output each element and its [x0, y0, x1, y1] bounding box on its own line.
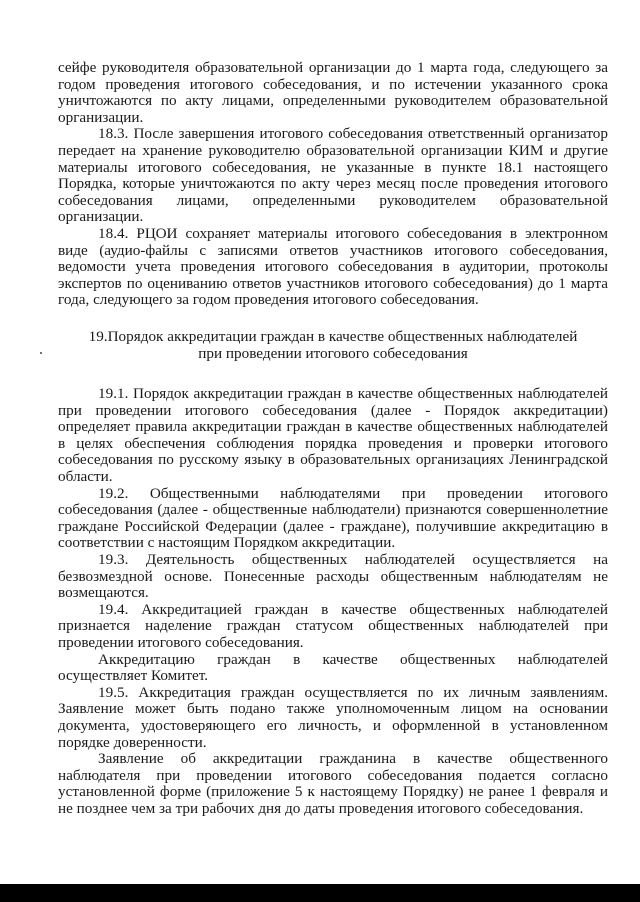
document-page — [58, 60, 608, 818]
paragraph-18-3: 18.3. После завершения итогового собеседования ответственный организатор передает на хранение руководителю образовательной организации КИМ и другие материалы итогового собеседования, не указанные в пункте 18.1 настоящего Порядка, которые уничтожаются по акту через месяц после проведения итогового собеседования лицами, определенными руководителем образовательной организации. — [58, 125, 608, 226]
paragraph-19-4-committee: Аккредитацию граждан в качестве общественных наблюдателей осуществляет Комитет. — [58, 650, 608, 685]
scan-speck — [40, 352, 42, 354]
top-text-block — [58, 60, 608, 309]
paragraph-19-5: 19.5. Аккредитация граждан осуществляется по их личным заявлениям. Заявление может быть подано также уполномоченным лицом на основании документа, удостоверяющего его личность, и оформленной в установленном порядке доверенности. — [58, 683, 608, 751]
paragraph-19-5-application: Заявление об аккредитации гражданина в качестве общественного наблюдателя при проведении итогового собеседования подается согласно установленной форме (приложение 5 к настоящему Порядку) не ранее 1 февраля и не позднее чем за три рабочих дня до даты проведения итогового собеседования. — [58, 750, 608, 817]
paragraph-19-3: 19.3. Деятельность общественных наблюдателей осуществляется на безвозмездной основе. Понесенные расходы общественным наблюдателям не возмещаются. — [58, 551, 608, 602]
paragraph-18-4: 18.4. РЦОИ сохраняет материалы итогового собеседования в электронном виде (аудио-файлы с записями ответов участников итогового собеседования, ведомости учета проведения итогового собеседования в аудитории, протоколы экспертов по оцениванию ответов участников итогового собеседования) до 1 марта года, следующего за годом проведения итогового собеседования. — [58, 224, 608, 309]
paragraph-18-2-end: сейфе руководителя образовательной организации до 1 марта года, следующего за годом проведения итогового собеседования, и по истечении указанного срока уничтожаются по акту лицами, определенными руководителем образовательной организации. — [58, 59, 608, 126]
section-heading-line2: при проведении итогового собеседования — [198, 344, 468, 362]
paragraph-19-4: 19.4. Аккредитацией граждан в качестве общественных наблюдателей признается наделение граждан статусом общественных наблюдателей при проведении итогового собеседования. — [58, 600, 608, 651]
section-heading — [58, 329, 608, 362]
paragraph-19-1: 19.1. Порядок аккредитации граждан в качестве общественных наблюдателей при проведении итогового собеседования (далее - Порядок аккредитации) определяет правила аккредитации граждан в качестве общественных наблюдателей в целях обеспечения соблюдения порядка проведения и проверки итогового собеседования по русскому языку в образовательных организациях Ленинградской области. — [58, 385, 608, 486]
section-heading-line1: 19.Порядок аккредитации граждан в качестве общественных наблюдателей — [88, 327, 578, 345]
scan-edge-bar — [0, 884, 640, 902]
paragraph-19-2: 19.2. Общественными наблюдателями при проведении итогового собеседования (далее - общественные наблюдатели) признаются совершеннолетние граждане Российской Федерации (далее - граждане), получившие аккредитацию в соответствии с настоящим Порядком аккредитации. — [58, 484, 608, 552]
section-19-text — [58, 386, 608, 817]
